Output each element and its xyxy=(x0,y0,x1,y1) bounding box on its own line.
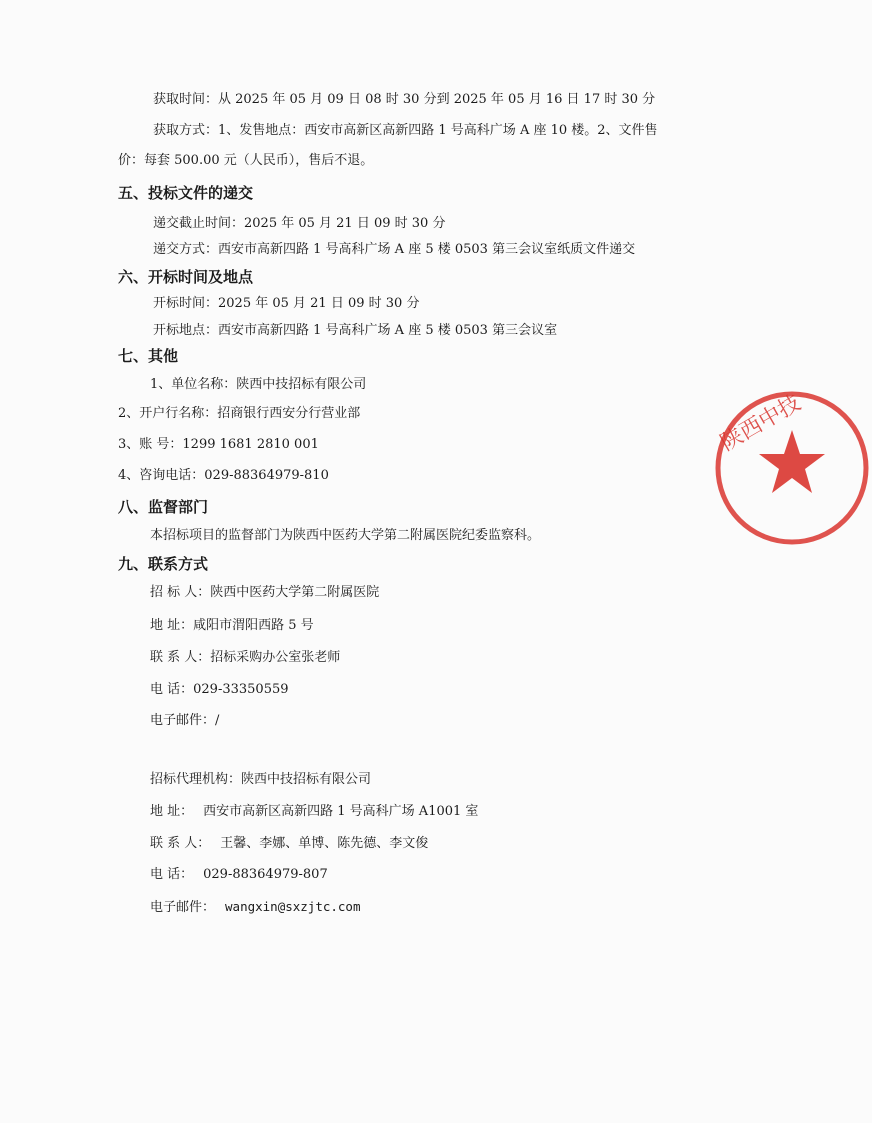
tenderer-addr: 咸阳市渭阳西路 5 号 xyxy=(193,618,314,633)
other-item-bank: 2、开户行名称：招商银行西安分行营业部 xyxy=(118,406,361,421)
supervision-text: 本招标项目的监督部门为陕西中医药大学第二附属医院纪委监察科。 xyxy=(150,528,541,543)
tenderer-email: / xyxy=(215,713,220,728)
section8-heading: 八、监督部门 xyxy=(118,498,209,516)
agency-contact-row xyxy=(150,836,428,852)
section6-heading: 六、开标时间及地点 xyxy=(118,268,254,286)
agency-name-label: 招标代理机构： xyxy=(150,772,242,787)
agency-email: wangxin@sxzjtc.com xyxy=(225,899,361,914)
tenderer-phone-row xyxy=(150,682,289,698)
agency-name-row xyxy=(150,772,371,788)
tenderer-name: 陕西中医药大学第二附属医院 xyxy=(210,585,380,600)
tenderer-email-label: 电子邮件： xyxy=(150,713,216,728)
agency-addr-label: 地 址： xyxy=(150,804,194,819)
section5-heading: 五、投标文件的递交 xyxy=(118,184,254,202)
opening-time: 开标时间：2025 年 05 月 21 日 09 时 30 分 xyxy=(153,296,420,311)
other-item-account: 3、账 号：1299 1681 2810 001 xyxy=(118,437,319,452)
other-item-company: 1、单位名称：陕西中技招标有限公司 xyxy=(150,377,367,392)
agency-addr: 西安市高新区高新四路 1 号高科广场 A1001 室 xyxy=(203,804,479,819)
tenderer-contact-row xyxy=(150,650,340,666)
agency-phone-row xyxy=(150,867,328,883)
acquire-method-line2: 价：每套 500.00 元（人民币），售后不退。 xyxy=(118,153,374,168)
tenderer-name-label: 招 标 人： xyxy=(150,585,211,600)
agency-addr-row xyxy=(150,804,478,820)
acquire-time: 获取时间：从 2025 年 05 月 09 日 08 时 30 分到 2025 年 05 月 16 日 17 时 30 分 xyxy=(153,92,656,107)
agency-phone: 029-88364979-807 xyxy=(203,867,328,882)
agency-contact-label: 联 系 人： xyxy=(150,836,211,851)
tenderer-contact: 招标采购办公室张老师 xyxy=(210,650,341,665)
agency-email-label: 电子邮件： xyxy=(150,900,216,915)
section7-heading: 七、其他 xyxy=(118,347,179,365)
other-item-phone: 4、咨询电话：029-88364979-810 xyxy=(118,468,329,483)
tenderer-contact-label: 联 系 人： xyxy=(150,650,211,665)
acquire-method-line1: 获取方式：1、发售地点：西安市高新区高新四路 1 号高科广场 A 座 10 楼。2、文件售 xyxy=(153,123,658,138)
tenderer-addr-row xyxy=(150,618,314,634)
agency-name: 陕西中技招标有限公司 xyxy=(241,772,372,787)
tenderer-name-row xyxy=(150,585,379,601)
company-seal-stamp xyxy=(712,388,872,548)
section9-heading: 九、联系方式 xyxy=(118,555,209,573)
agency-phone-label: 电 话： xyxy=(150,867,194,882)
submit-deadline: 递交截止时间：2025 年 05 月 21 日 09 时 30 分 xyxy=(153,216,446,231)
agency-email-row xyxy=(150,899,360,916)
tenderer-phone: 029-33350559 xyxy=(193,682,289,697)
tenderer-addr-label: 地 址： xyxy=(150,618,194,633)
opening-place: 开标地点：西安市高新四路 1 号高科广场 A 座 5 楼 0503 第三会议室 xyxy=(153,323,558,338)
tenderer-email-row xyxy=(150,713,219,729)
tenderer-phone-label: 电 话： xyxy=(150,682,194,697)
submit-method: 递交方式：西安市高新四路 1 号高科广场 A 座 5 楼 0503 第三会议室纸质文件递交 xyxy=(153,242,636,257)
seal-text: 陕西中技 xyxy=(716,390,806,457)
agency-contact: 王馨、李娜、单博、陈先德、李文俊 xyxy=(220,836,429,851)
